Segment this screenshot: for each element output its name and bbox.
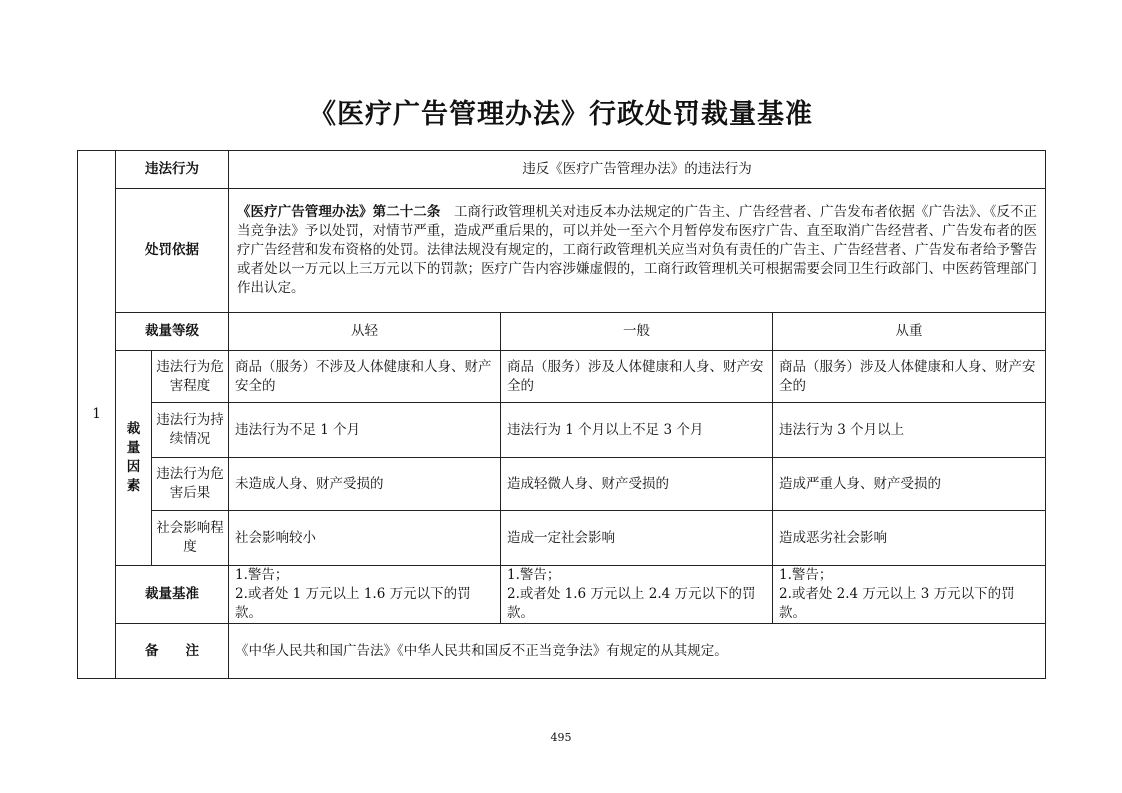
basis-label: 处罚依据 xyxy=(116,189,229,313)
standard-line: 1.警告； xyxy=(235,567,289,583)
factors-label-char: 因 xyxy=(126,459,141,475)
standard-line: 2.或者处 1.6 万元以上 2.4 万元以下的罚款。 xyxy=(507,586,756,621)
factor-name: 违法行为危害程度 xyxy=(152,351,229,403)
factor-normal: 违法行为 1 个月以上不足 3 个月 xyxy=(501,403,773,458)
factor-name: 社会影响程度 xyxy=(152,511,229,566)
level-heavy: 从重 xyxy=(773,313,1046,351)
level-normal: 一般 xyxy=(501,313,773,351)
standard-heavy xyxy=(773,566,1046,624)
factor-heavy: 造成严重人身、财产受损的 xyxy=(773,458,1046,511)
row-number: 1 xyxy=(78,151,116,679)
remarks-text: 《中华人民共和国广告法》《中华人民共和国反不正当竞争法》有规定的从其规定。 xyxy=(229,624,1046,679)
standard-line: 2.或者处 1 万元以上 1.6 万元以下的罚款。 xyxy=(235,586,471,621)
factor-normal: 造成轻微人身、财产受损的 xyxy=(501,458,773,511)
page-title: 《医疗广告管理办法》行政处罚裁量基准 xyxy=(309,99,813,130)
factor-row xyxy=(78,403,1046,458)
factor-light: 未造成人身、财产受损的 xyxy=(229,458,501,511)
violation-value: 违反《医疗广告管理办法》的违法行为 xyxy=(229,151,1046,189)
factor-heavy: 商品（服务）涉及人体健康和人身、财产安全的 xyxy=(773,351,1046,403)
basis-row xyxy=(78,189,1046,313)
levels-label: 裁量等级 xyxy=(116,313,229,351)
factor-light: 社会影响较小 xyxy=(229,511,501,566)
levels-row xyxy=(78,313,1046,351)
factor-name: 违法行为危害后果 xyxy=(152,458,229,511)
factors-label-char: 素 xyxy=(126,478,141,494)
level-light: 从轻 xyxy=(229,313,501,351)
standard-line: 1.警告； xyxy=(779,567,833,583)
factor-name: 违法行为持续情况 xyxy=(152,403,229,458)
basis-article: 《医疗广告管理办法》第二十二条 xyxy=(237,204,441,220)
standard-row xyxy=(78,566,1046,624)
standard-line: 1.警告； xyxy=(507,567,561,583)
factor-normal: 商品（服务）涉及人体健康和人身、财产安全的 xyxy=(501,351,773,403)
factors-label-char: 量 xyxy=(126,440,141,456)
factor-row xyxy=(78,511,1046,566)
factor-light: 商品（服务）不涉及人体健康和人身、财产安全的 xyxy=(229,351,501,403)
basis-text xyxy=(229,189,1046,313)
factor-row xyxy=(78,351,1046,403)
factors-label-char: 裁 xyxy=(126,421,141,437)
standard-label: 裁量基准 xyxy=(116,566,229,624)
factor-heavy: 违法行为 3 个月以上 xyxy=(773,403,1046,458)
standard-light xyxy=(229,566,501,624)
penalty-standard-table xyxy=(77,150,1046,679)
remarks-row xyxy=(78,624,1046,679)
basis-body: 工商行政管理机关对违反本办法规定的广告主、广告经营者、广告发布者依据《广告法》、《反不正当竞争法》予以处罚，对情节严重，造成严重后果的，可以并处一至六个月暂停发布医疗广告、直至取消广告经营者、广告发布者的医疗广告经营和发布资格的处罚。法律法规没有规定的，工商行政管理机关应当对负有责任的广告主、广告经营者、广告发布者给予警告或者处以一万元以上三万元以下的罚款；医疗广告内容涉嫌虚假的，工商行政管理机关可根据需要会同卫生行政部门、中医药管理部门作出认定。 xyxy=(237,204,1038,296)
factor-row xyxy=(78,458,1046,511)
factors-label xyxy=(116,351,152,566)
factor-light: 违法行为不足 1 个月 xyxy=(229,403,501,458)
standard-normal xyxy=(501,566,773,624)
violation-row xyxy=(78,151,1046,189)
violation-label: 违法行为 xyxy=(116,151,229,189)
remarks-label: 备 注 xyxy=(116,624,229,679)
standard-line: 2.或者处 2.4 万元以上 3 万元以下的罚款。 xyxy=(779,586,1015,621)
factor-heavy: 造成恶劣社会影响 xyxy=(773,511,1046,566)
factor-normal: 造成一定社会影响 xyxy=(501,511,773,566)
page-number: 495 xyxy=(550,731,572,744)
